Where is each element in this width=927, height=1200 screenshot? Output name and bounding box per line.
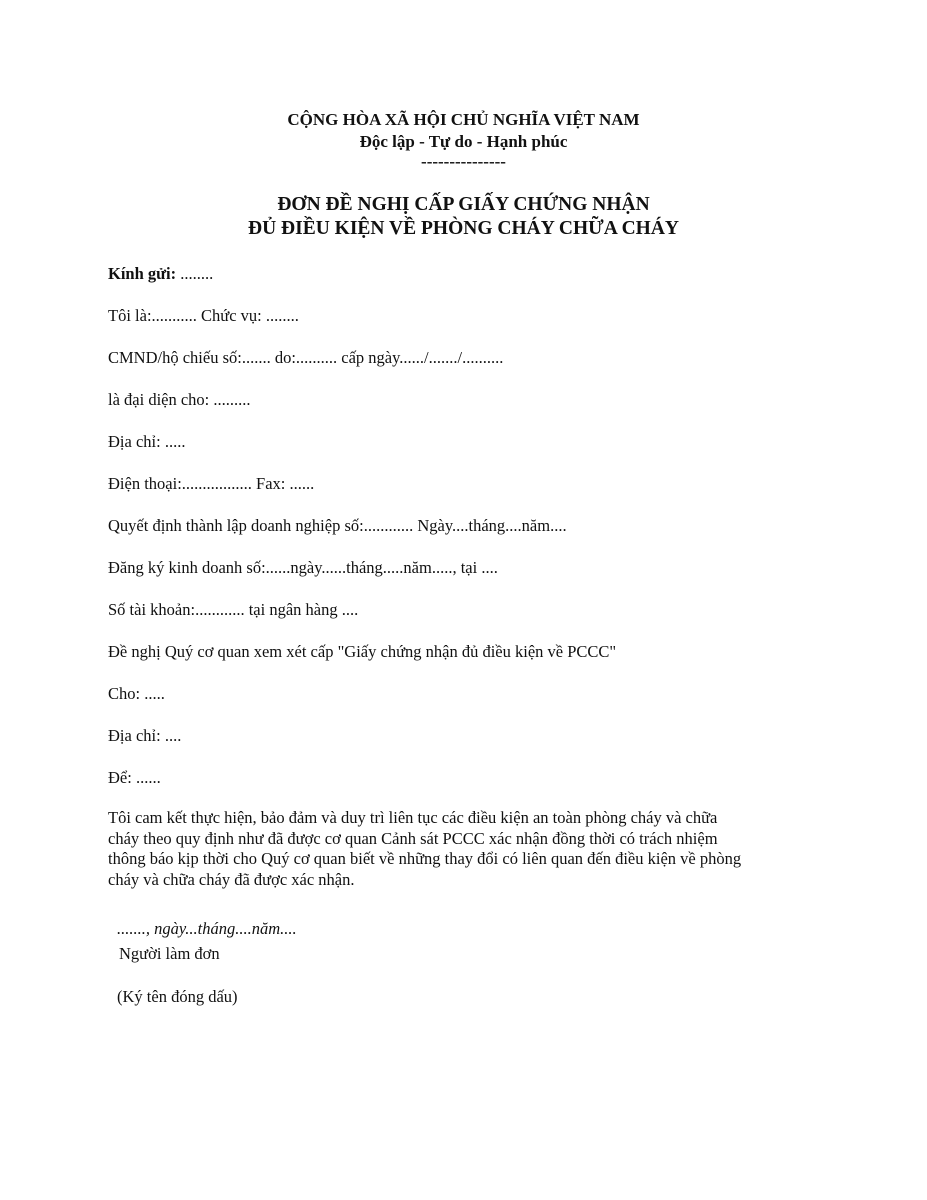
greeting-label: Kính gửi: (108, 264, 177, 283)
field-business-registration: Đăng ký kinh doanh số:......ngày......tháng.....năm....., tại .... (108, 558, 498, 577)
field-purpose: Để: ...... (108, 768, 161, 787)
field-phone-fax: Điện thoại:................. Fax: ...... (108, 474, 315, 493)
greeting-value: ........ (176, 264, 214, 283)
motto-heading: Độc lập - Tự do - Hạnh phúc (359, 132, 568, 151)
header-divider: --------------- (421, 152, 506, 171)
commitment-line: Tôi cam kết thực hiện, bảo đảm và duy trì liên tục các điều kiện an toàn phòng cháy và chữa (108, 808, 718, 827)
signature-note: (Ký tên đóng dấu) (117, 987, 238, 1006)
field-establishment-decision: Quyết định thành lập doanh nghiệp số:............ Ngày....tháng....năm.... (108, 516, 567, 535)
field-bank-account: Số tài khoản:............ tại ngân hàng .... (108, 600, 359, 619)
country-heading: CỘNG HÒA XÃ HỘI CHỦ NGHĨA VIỆT NAM (287, 110, 640, 129)
field-name-position: Tôi là:........... Chức vụ: ........ (108, 306, 299, 325)
field-representative: là đại diện cho: ......... (108, 390, 251, 409)
field-id-card: CMND/hộ chiếu số:....... do:.......... cấp ngày....../......./.......... (108, 348, 504, 367)
commitment-line: cháy và chữa cháy đã được xác nhận. (108, 869, 355, 889)
document-title-line-2: ĐỦ ĐIỀU KIỆN VỀ PHÒNG CHÁY CHỮA CHÁY (247, 218, 679, 239)
request-statement: Đề nghị Quý cơ quan xem xét cấp "Giấy chứng nhận đủ điều kiện về PCCC" (108, 642, 617, 661)
greeting-line (108, 264, 213, 284)
field-for: Cho: ..... (108, 684, 165, 703)
commitment-line: cháy theo quy định như đã được cơ quan Cảnh sát PCCC xác nhận đồng thời có trách nhiệm (108, 828, 718, 848)
commitment-line: thông báo kịp thời cho Quý cơ quan biết về những thay đổi có liên quan đến điều kiện về phòng (108, 849, 742, 868)
signature-date: ......., ngày...tháng....năm.... (117, 919, 297, 938)
signer-label: Người làm đơn (119, 944, 220, 963)
commitment-paragraph (108, 808, 823, 890)
field-address-2: Địa chỉ: .... (108, 726, 182, 745)
document-title-line-1: ĐƠN ĐỀ NGHỊ CẤP GIẤY CHỨNG NHẬN (277, 194, 650, 215)
field-address: Địa chỉ: ..... (108, 432, 186, 451)
